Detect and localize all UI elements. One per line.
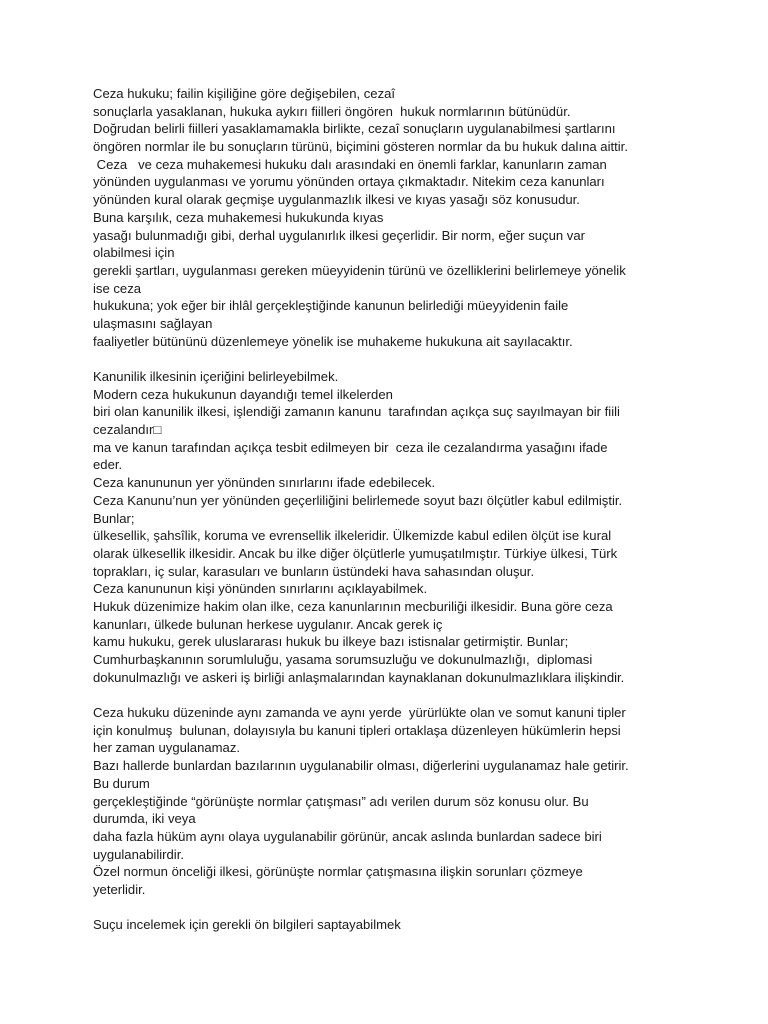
text-line: ma ve kanun tarafından açıkça tesbit edilmeyen bir ceza ile cezalandırma yasağını ifade [93,439,608,455]
text-line: Hukuk düzenimize hakim olan ilke, ceza kanunlarının mecburiliği ilkesidir. Buna göre ceza [93,598,613,614]
text-line: Doğrudan belirli fiilleri yasaklamamakla birlikte, cezaî sonuçların uygulanabilmesi şartlarını [93,121,616,137]
text-line: Ceza hukuku düzeninde aynı zamanda ve aynı yerde yürürlükte olan ve somut kanuni tipler [93,705,626,721]
text-line: cezalandır□ [93,422,162,438]
text-line: durumda, iki veya [93,811,196,827]
document-body [93,85,683,934]
text-line: Bu durum [93,775,150,791]
text-line: toprakları, iç sular, karasuları ve bunların üstündeki hava sahasından oluşur. [93,563,535,579]
text-line: daha fazla hüküm aynı olaya uygulanabilir görünür, ancak aslında bunlardan sadece biri [93,828,602,844]
text-line: Suçu incelemek için gerekli ön bilgileri saptayabilmek [93,917,401,933]
text-line: Bazı hallerde bunlardan bazılarının uygulanabilir olması, diğerlerini uygulanamaz hale getirir. [93,758,629,774]
text-line: için konulmuş bulunan, dolayısıyla bu kanuni tipleri ortaklaşa düzenleyen hükümlerin hepsi [93,722,621,738]
text-line: biri olan kanunilik ilkesi, işlendiği zamanın kanunu tarafından açıkça suç sayılmayan bir fiili [93,404,620,420]
text-line: yasağı bulunmadığı gibi, derhal uygulanırlık ilkesi geçerlidir. Bir norm, eğer suçun var [93,227,585,243]
paragraph-gap [93,686,683,704]
text-line: uygulanabilirdir. [93,846,184,862]
text-line: Ceza ve ceza muhakemesi hukuku dalı arasındaki en önemli farklar, kanunların zaman [93,156,607,172]
paragraph [93,916,683,934]
text-line: dokunulmazlığı ve askeri iş birliği anlaşmalarından kaynaklanan dokunulmazlıklara ilişkindir. [93,669,625,685]
paragraph [93,85,683,350]
text-line: kamu hukuku, gerek uluslararası hukuk bu ilkeye bazı istisnalar getirmiştir. Bunlar; [93,634,569,650]
text-line: ülkesellik, şahsîlik, koruma ve evrensellik ilkeleridir. Ülkemizde kabul edilen ölçüt ise kural [93,528,612,544]
paragraph [93,704,683,899]
text-line: Modern ceza hukukunun dayandığı temel ilkelerden [93,386,393,402]
paragraph [93,368,683,686]
text-line: hukukuna; yok eğer bir ihlâl gerçekleştiğinde kanunun belirlediği müeyyidenin faile [93,298,569,314]
text-line: eder. [93,457,123,473]
paragraph-gap [93,350,683,368]
text-line: kanunları, ülkede bulunan herkese uygulanır. Ancak gerek iç [93,616,443,632]
text-line: sonuçlarla yasaklanan, hukuka aykırı fiilleri öngören hukuk normlarının bütünüdür. [93,103,571,119]
text-line: Ceza hukuku; failin kişiliğine göre değişebilen, cezaî [93,86,396,101]
text-line: faaliyetler bütününü düzenlemeye yönelik ise muhakeme hukukuna ait sayılacaktır. [93,333,573,349]
text-line: gerekli şartları, uygulanması gereken müeyyidenin türünü ve özelliklerini belirlemeye yönelik [93,262,626,278]
text-line: Özel normun önceliği ilkesi, görünüşte normlar çatışmasına ilişkin sorunları çözmeye [93,864,583,880]
text-line: Ceza Kanunu’nun yer yönünden geçerliliğini belirlemede soyut bazı ölçütler kabul edilmiştir. [93,492,623,508]
text-line: olarak ülkesellik ilkesidir. Ancak bu ilke diğer ölçütlerle yumuşatılmıştır. Türkiye ülkesi, Türk [93,545,618,561]
text-line: öngören normlar ile bu sonuçların türünü, biçimini gösteren normlar da bu hukuk dalına aittir. [93,139,628,155]
text-line: yönünden uygulanması ve yorumu yönünden ortaya çıkmaktadır. Nitekim ceza kanunları [93,174,605,190]
text-line: Ceza kanununun kişi yönünden sınırlarını açıklayabilmek. [93,581,428,597]
text-line: Cumhurbaşkanının sorumluluğu, yasama sorumsuzluğu ve dokunulmazlığı, diplomasi [93,652,593,667]
text-line: Buna karşılık, ceza muhakemesi hukukunda kıyas [93,209,384,225]
paragraph-gap [93,899,683,917]
text-line: yönünden kural olarak geçmişe uygulanmazlık ilkesi ve kıyas yasağı söz konusudur. [93,192,580,208]
text-line: Ceza kanununun yer yönünden sınırlarını ifade edebilecek. [93,475,436,491]
text-line: ise ceza [93,280,142,296]
text-line: ulaşmasını sağlayan [93,315,213,331]
text-line: Bunlar; [93,510,135,526]
text-line: Kanunilik ilkesinin içeriğini belirleyebilmek. [93,369,339,384]
text-line: yeterlidir. [93,881,146,897]
text-line: gerçekleştiğinde “görünüşte normlar çatışması” adı verilen durum söz konusu olur. Bu [93,793,589,809]
text-line: olabilmesi için [93,245,175,261]
text-line: her zaman uygulanamaz. [93,740,241,756]
